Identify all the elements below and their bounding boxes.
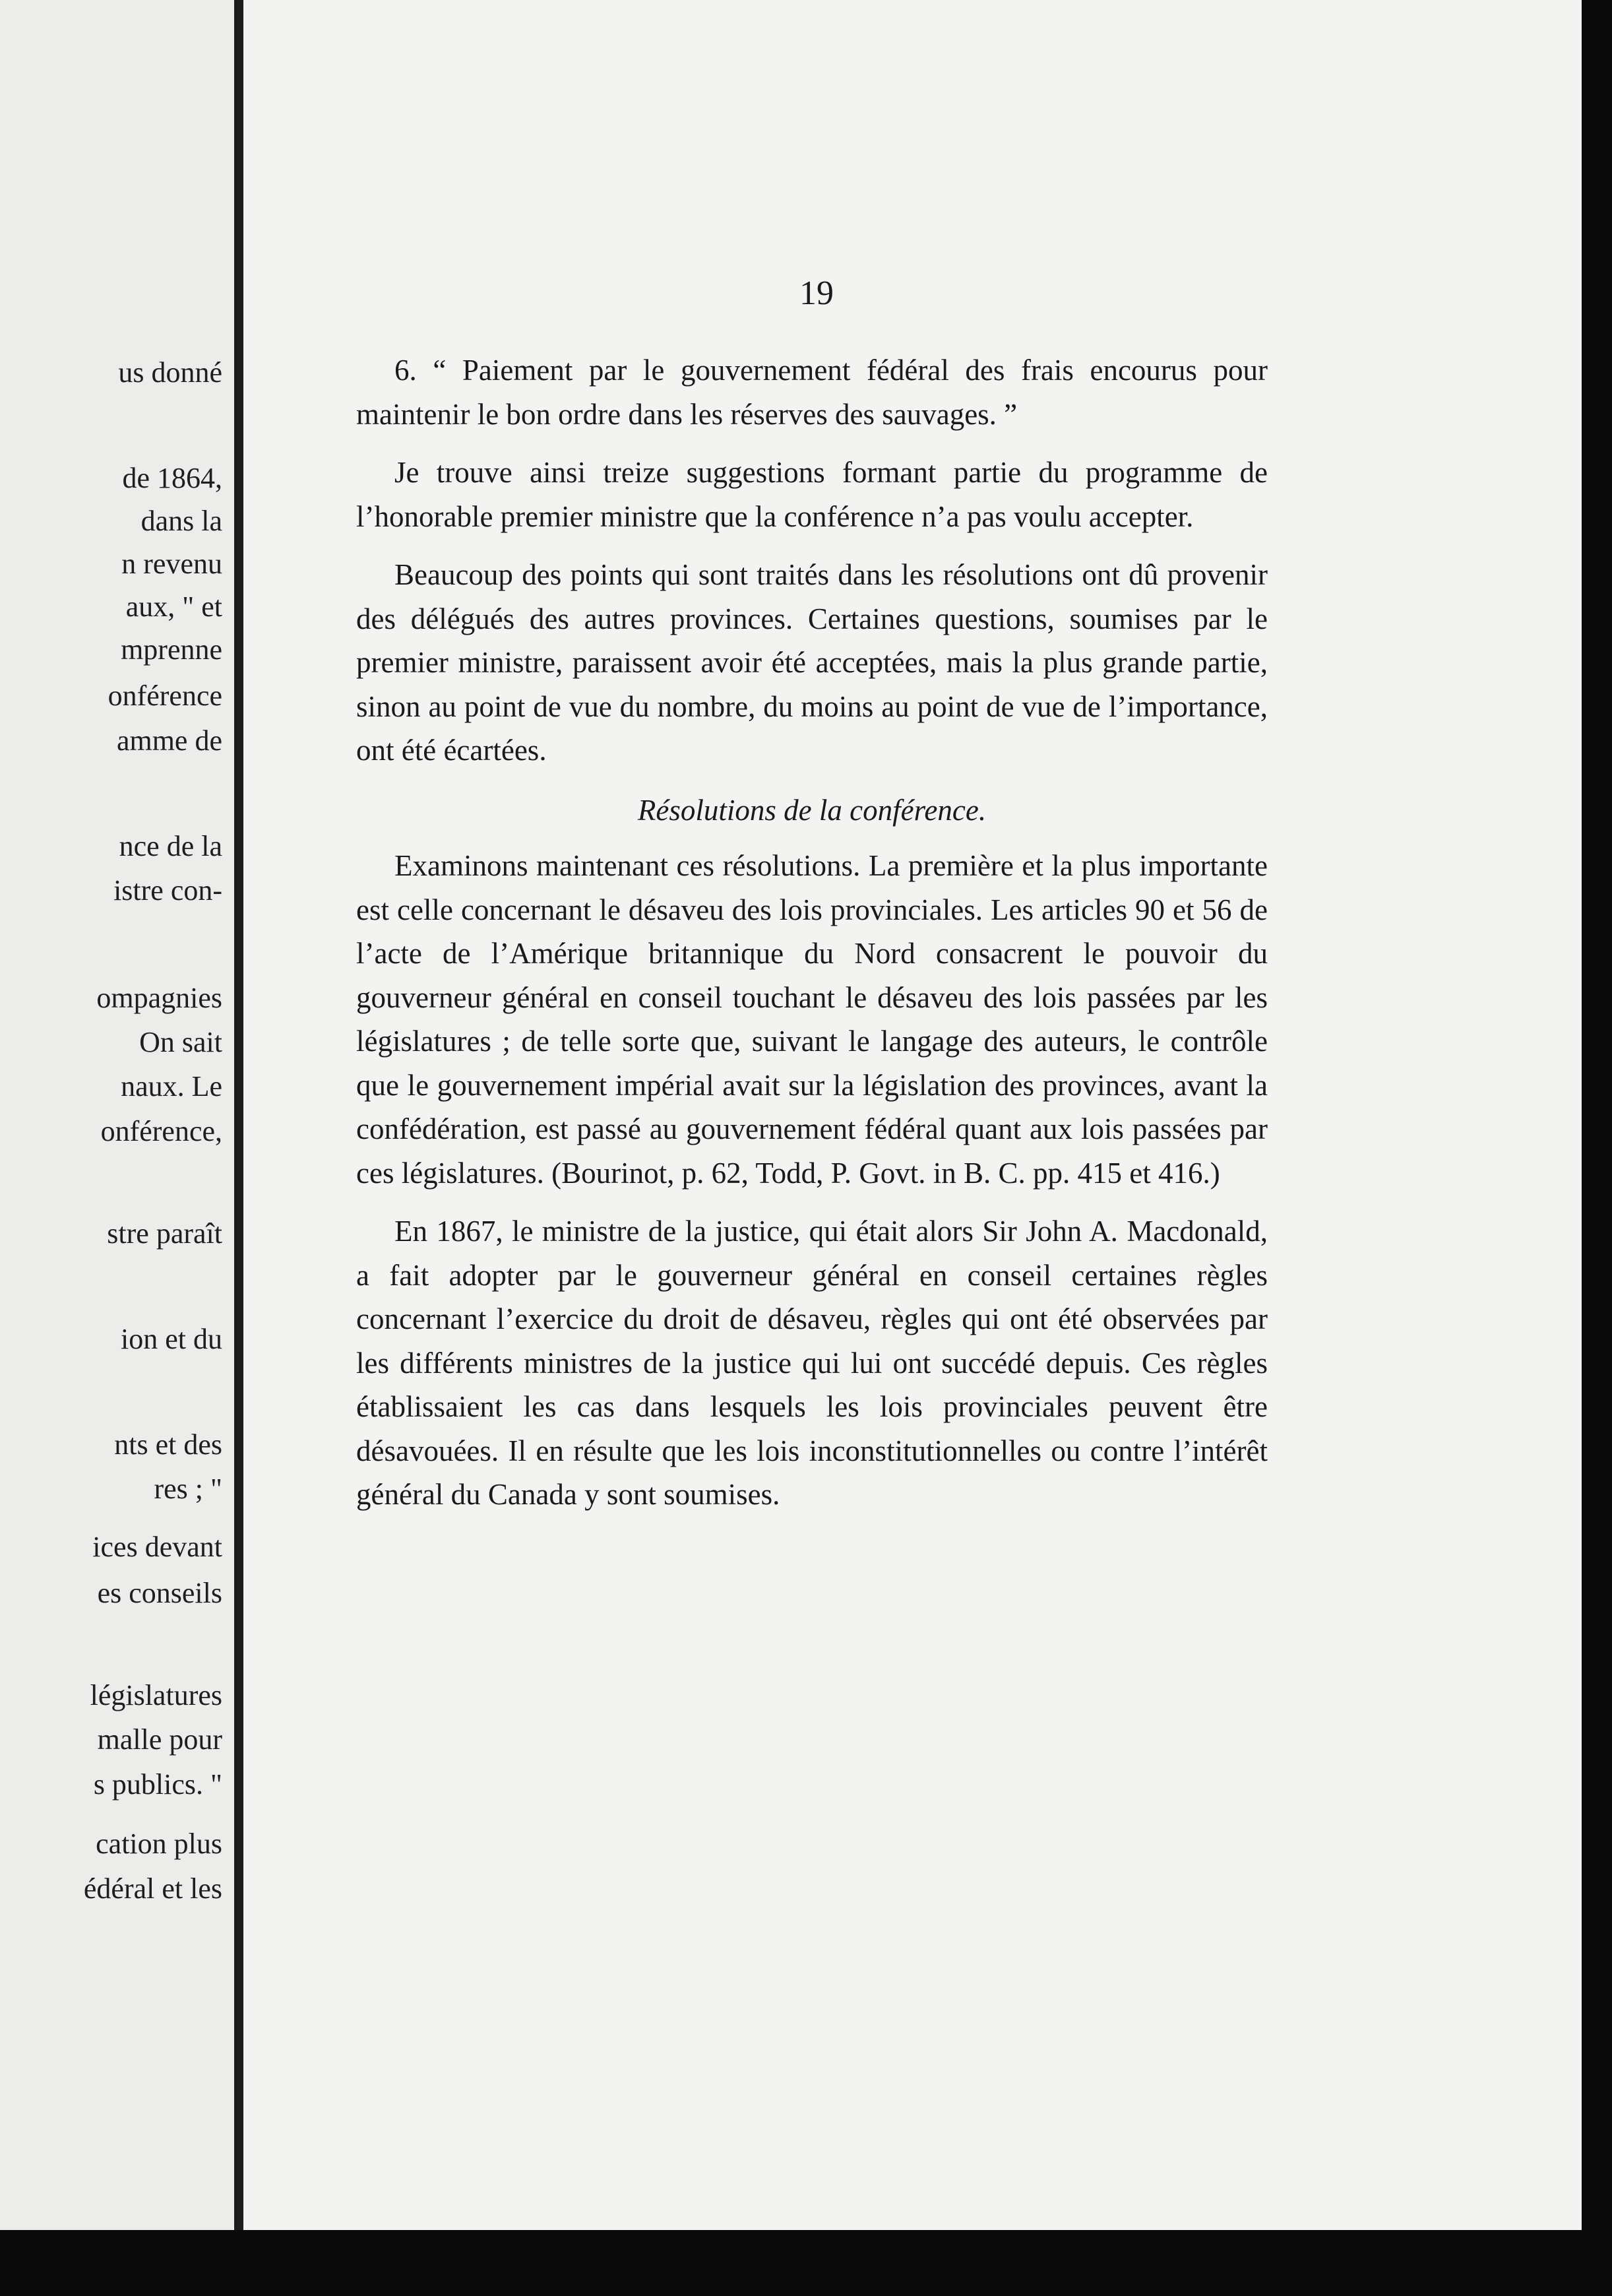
facing-page-fragment: stre paraît <box>107 1217 222 1250</box>
facing-page-fragment: législatures <box>90 1679 222 1711</box>
facing-page-fragment: amme de <box>116 724 222 757</box>
facing-page-fragment: malle pour <box>97 1723 222 1756</box>
facing-page-fragment: s publics. " <box>93 1768 222 1801</box>
facing-page-fragment: ompagnies <box>96 982 222 1014</box>
scan-border-right <box>1582 0 1612 2296</box>
facing-page-fragment: nce de la <box>119 830 222 862</box>
facing-page-fragment: ion et du <box>121 1323 222 1355</box>
facing-page-fragment: mprenne <box>121 633 222 666</box>
facing-page-fragment: nts et des <box>114 1428 222 1461</box>
facing-page-fragment: dans la <box>140 505 222 537</box>
facing-page-fragment: édéral et les <box>83 1872 222 1905</box>
facing-page-fragment: res ; " <box>154 1473 222 1505</box>
page-body <box>356 348 1268 1517</box>
paragraph: Je trouve ainsi treize suggestions formant partie du programme de l’honorable premier ministre que la conférence n’a pas voulu accepter. <box>356 456 1268 533</box>
facing-page-fragment: aux, " et <box>125 590 222 623</box>
facing-page-strip <box>0 0 234 2230</box>
paragraph: En 1867, le ministre de la justice, qui était alors Sir John A. Macdonald, a fait adopter par le gouverneur général en conseil certaines règles concernant l’exercice du droit de désaveu, règles qui ont été observées par les différents ministres de la justice qui lui ont succédé depuis. Ces règles établissaient les cas dans lesquels les lois provinciales peuvent être désavouées. Il en résulte que les lois inconstitutionnelles ou contre l’intérêt général du Canada y sont soumises. <box>356 1215 1268 1511</box>
paragraph: 6. “ Paiement par le gouvernement fédéral des frais encourus pour maintenir le bon ordre dans les réserves des sauvages. ” <box>356 354 1268 431</box>
facing-page-fragment: ices devant <box>92 1531 222 1563</box>
paragraph: Beaucoup des points qui sont traités dans les résolutions ont dû provenir des délégués des autres provinces. Certaines questions, soumises par le premier ministre, paraissent avoir été acceptées, mais la plus grande partie, sinon au point de vue du nombre, du moins au point de vue de l’importance, ont été écartées. <box>356 558 1268 767</box>
binding-gutter-line <box>234 0 243 2230</box>
facing-page-fragment: es conseils <box>97 1577 222 1609</box>
facing-page-fragment: On sait <box>139 1026 222 1058</box>
page-number: 19 <box>799 274 834 312</box>
scan-border-bottom <box>0 2230 1612 2296</box>
facing-page-fragment: naux. Le <box>121 1070 222 1102</box>
section-heading: Résolutions de la conférence. <box>637 793 987 827</box>
facing-page-fragment: onférence, <box>100 1115 222 1147</box>
paragraph: Examinons maintenant ces résolutions. La première et la plus importante est celle concernant le désaveu des lois provinciales. Les articles 90 et 56 de l’acte de l’Amérique britannique du Nord consacrent le pouvoir du gouverneur général en conseil touchant le désaveu des lois passées par les législatures ; de telle sorte que, suivant le langage des auteurs, le contrôle que le gouvernement impérial avait sur la législation des provinces, avant la confédération, est passé au gouvernement fédéral quant aux lois passées par ces législatures. (Bourinot, p. 62, Todd, P. Govt. in B. C. pp. 415 et 416.) <box>356 849 1268 1190</box>
facing-page-fragment: cation plus <box>96 1828 222 1860</box>
facing-page-fragment: n revenu <box>121 548 222 580</box>
facing-page-fragment: onférence <box>108 680 222 712</box>
facing-page-fragment: us donné <box>118 356 222 389</box>
facing-page-fragment: istre con- <box>113 874 222 907</box>
facing-page-fragment: de 1864, <box>122 462 222 494</box>
